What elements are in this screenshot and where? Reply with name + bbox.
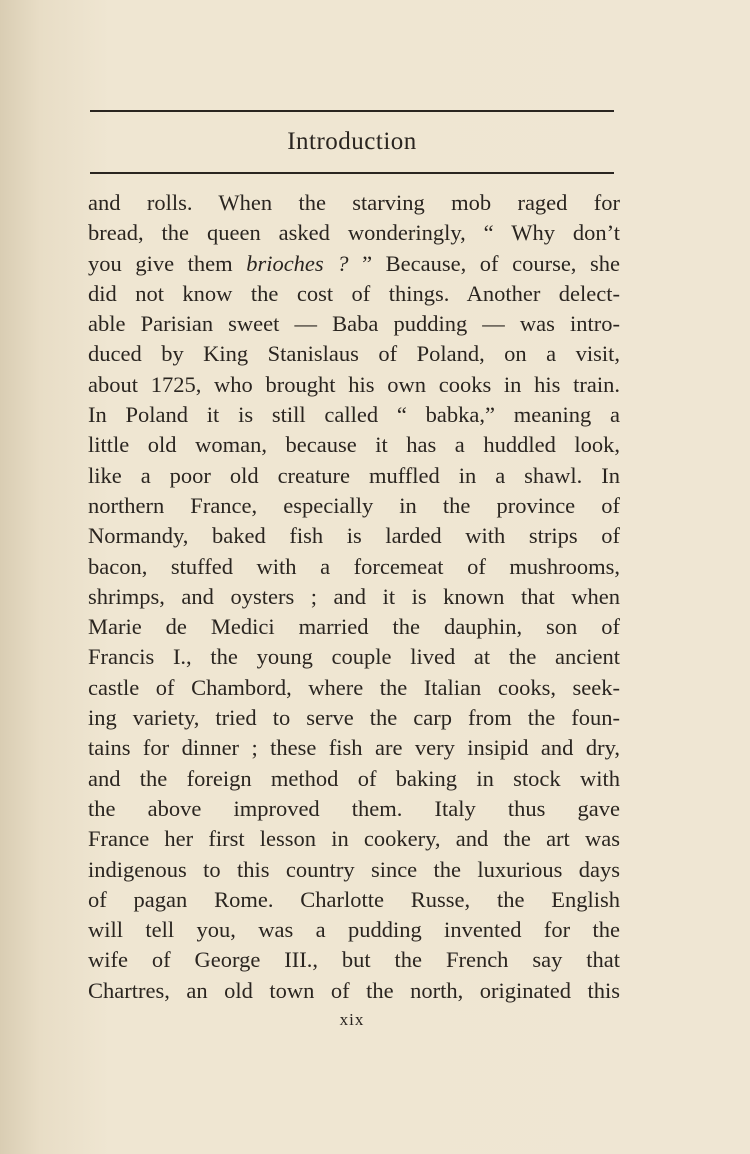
text-line: castle of Chambord, where the Italian cooks, seek- bbox=[88, 674, 620, 700]
text-line: bread, the queen asked wonderingly, “ Why don’t bbox=[88, 220, 620, 246]
text-line: In Poland it is still called “ babka,” meaning a bbox=[88, 402, 620, 428]
text-line: tains for dinner ; these fish are very insipid and dry, bbox=[88, 735, 620, 761]
text-line: France her first lesson in cookery, and the art was bbox=[88, 826, 620, 852]
text-line: Chartres, an old town of the north, originated this bbox=[88, 977, 620, 1003]
text-line: will tell you, was a pudding invented for the bbox=[88, 917, 620, 943]
text-line: ing variety, tried to serve the carp from the foun- bbox=[88, 705, 620, 731]
running-head: Introduction bbox=[287, 128, 417, 155]
text-line: about 1725, who brought his own cooks in his train. bbox=[88, 371, 620, 397]
text-line: of pagan Rome. Charlotte Russe, the English bbox=[88, 886, 620, 912]
text-line: and rolls. When the starving mob raged for bbox=[88, 190, 620, 215]
text-line: shrimps, and oysters ; and it is known that when bbox=[88, 583, 620, 609]
header-rule-bottom bbox=[90, 172, 614, 174]
text-line: able Parisian sweet — Baba pudding — was intro- bbox=[88, 311, 620, 337]
header-rule-top bbox=[90, 110, 614, 112]
text-line: duced by King Stanislaus of Poland, on a visit, bbox=[88, 341, 620, 367]
text-line: little old woman, because it has a huddled look, bbox=[88, 432, 620, 458]
italic-word: brioches ? bbox=[246, 250, 349, 276]
text-line: bacon, stuffed with a forcemeat of mushrooms, bbox=[88, 553, 620, 579]
text-line: indigenous to this country since the luxurious days bbox=[88, 856, 620, 882]
text-line: the above improved them. Italy thus gave bbox=[88, 795, 620, 821]
text-line: Francis I., the young couple lived at the ancient bbox=[88, 644, 620, 670]
text-line: Normandy, baked fish is larded with strips of bbox=[88, 523, 620, 549]
text-line: you give them brioches ? ” Because, of course, she bbox=[88, 250, 620, 276]
body-text bbox=[88, 188, 620, 1006]
page-number: xix bbox=[339, 1010, 365, 1029]
text-line: like a poor old creature muffled in a shawl. In bbox=[88, 462, 620, 488]
text-line: and the foreign method of baking in stock with bbox=[88, 765, 620, 791]
text-line: did not know the cost of things. Another delect- bbox=[88, 280, 620, 306]
text-line: northern France, especially in the province of bbox=[88, 492, 620, 518]
text-line: Marie de Medici married the dauphin, son of bbox=[88, 614, 620, 640]
text-line: wife of George III., but the French say that bbox=[88, 947, 620, 973]
